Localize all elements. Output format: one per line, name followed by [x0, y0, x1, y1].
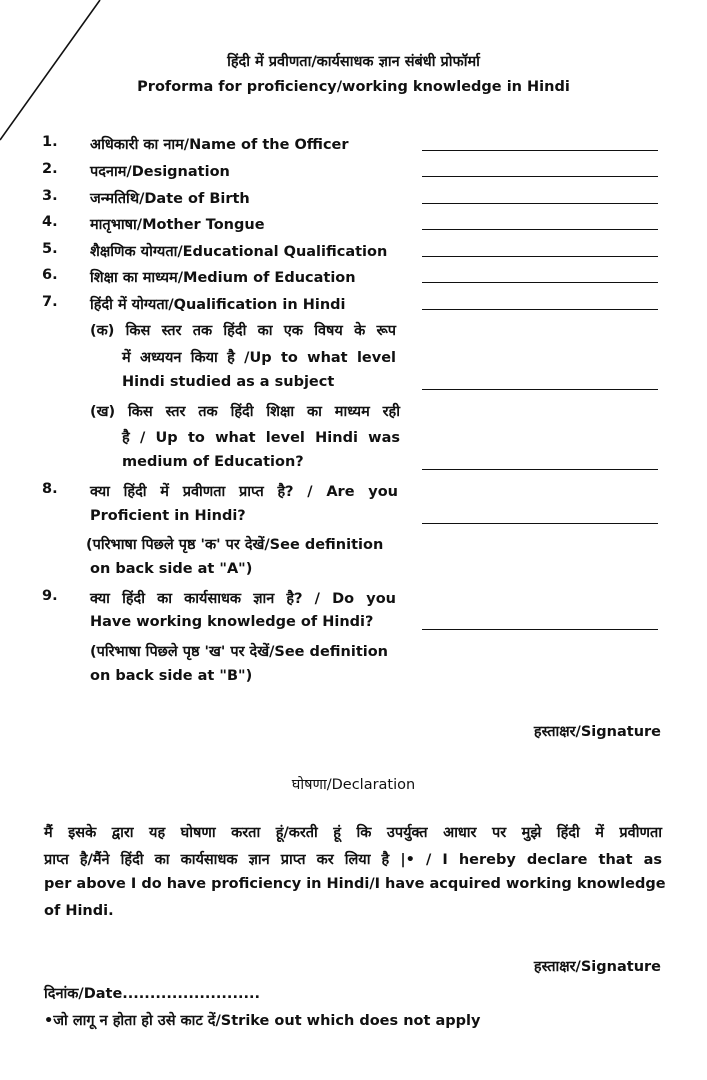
item-7a-line1: (क) किस स्तर तक हिंदी का एक विषय के रूप: [90, 323, 396, 339]
item-number: 5.: [42, 241, 58, 257]
item-number: 9.: [42, 588, 58, 604]
declaration-line4: of Hindi.: [44, 903, 114, 919]
item-8-note1: (परिभाषा पिछले पृष्ठ 'क' पर देखें/See definition: [86, 537, 384, 553]
item-number: 6.: [42, 267, 58, 283]
answer-line-1[interactable]: [422, 150, 658, 151]
item-8-line2: Proficient in Hindi?: [90, 508, 246, 524]
item-9-line2: Have working knowledge of Hindi?: [90, 614, 374, 630]
item-label: शैक्षणिक योग्यता/Educational Qualification: [90, 244, 388, 260]
item-label: अधिकारी का नाम/Name of the Officer: [90, 137, 349, 153]
item-number: 2.: [42, 161, 58, 177]
answer-line-6[interactable]: [422, 282, 658, 283]
item-number: 3.: [42, 188, 58, 204]
item-9-line1: क्या हिंदी का कार्यसाधक ज्ञान है? / Do you: [90, 591, 396, 607]
item-8-note2: on back side at "A"): [90, 561, 253, 577]
corner-line: [0, 0, 110, 150]
footnote: •जो लागू न होता हो उसे काट दें/Strike out which does not apply: [44, 1013, 481, 1029]
item-number: 7.: [42, 294, 58, 310]
item-number: 4.: [42, 214, 58, 230]
answer-line-5[interactable]: [422, 256, 658, 257]
signature-label: हस्ताक्षर/Signature: [533, 724, 661, 740]
answer-line-8[interactable]: [422, 523, 658, 524]
item-label: शिक्षा का माध्यम/Medium of Education: [90, 270, 356, 286]
answer-line-9[interactable]: [422, 629, 658, 630]
item-9-note1: (परिभाषा पिछले पृष्ठ 'ख' पर देखें/See definition: [90, 644, 388, 660]
item-label: हिंदी में योग्यता/Qualification in Hindi: [90, 297, 346, 313]
date-field[interactable]: दिनांक/Date.........................: [44, 986, 260, 1002]
item-label: जन्मतिथि/Date of Birth: [90, 191, 250, 207]
signature-label-2: हस्ताक्षर/Signature: [533, 959, 661, 975]
declaration-line3: per above I do have proficiency in Hindi/I have acquired working knowledge: [44, 876, 666, 892]
answer-line-2[interactable]: [422, 176, 658, 177]
item-label: पदनाम/Designation: [90, 164, 230, 180]
item-number: 8.: [42, 481, 58, 497]
item-8-line1: क्या हिंदी में प्रवीणता प्राप्त है? / Are you: [90, 484, 398, 500]
item-7b-line2: है / Up to what level Hindi was: [122, 430, 400, 446]
answer-line-7a[interactable]: [422, 389, 658, 390]
item-7a-line2: में अध्ययन किया है /Up to what level: [122, 350, 396, 366]
answer-line-7b[interactable]: [422, 469, 658, 470]
title-english: Proforma for proficiency/working knowledge in Hindi: [137, 79, 570, 95]
answer-line-3[interactable]: [422, 203, 658, 204]
item-7a-line3: Hindi studied as a subject: [122, 374, 335, 390]
declaration-line1: मैं इसके द्वारा यह घोषणा करता हूं/करती हूं कि उपर्युक्त आधार पर मुझे हिंदी में प्रवीणता: [44, 825, 662, 841]
declaration-line2: प्राप्त है/मैंने हिंदी का कार्यसाधक ज्ञान प्राप्त कर लिया है |• / I hereby declare that as: [44, 852, 662, 868]
title-hindi: हिंदी में प्रवीणता/कार्यसाधक ज्ञान संबंधी प्रोफॉर्मा: [227, 54, 480, 70]
item-7b-line1: (ख) किस स्तर तक हिंदी शिक्षा का माध्यम रही: [90, 404, 400, 420]
answer-line-7[interactable]: [422, 309, 658, 310]
item-label: मातृभाषा/Mother Tongue: [90, 217, 265, 233]
item-7b-line3: medium of Education?: [122, 454, 304, 470]
declaration-heading: घोषणा/Declaration: [291, 777, 416, 793]
item-number: 1.: [42, 134, 58, 150]
item-9-note2: on back side at "B"): [90, 668, 253, 684]
answer-line-4[interactable]: [422, 229, 658, 230]
